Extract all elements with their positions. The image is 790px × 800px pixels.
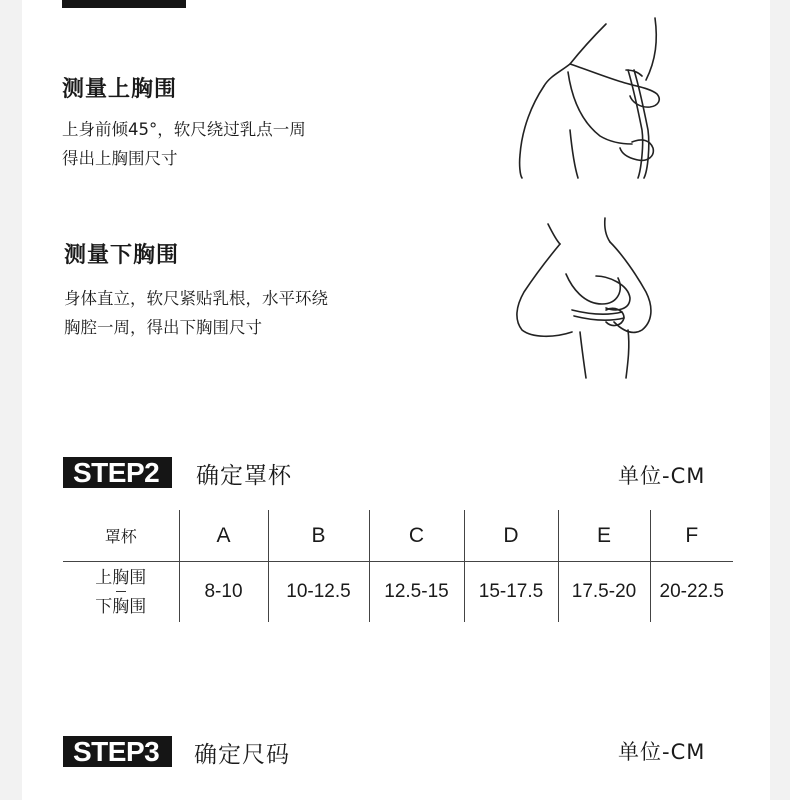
difference-row <box>63 562 733 623</box>
under-bust-desc <box>64 284 328 342</box>
upper-bust-desc-line2: 得出上胸围尺寸 <box>62 149 178 168</box>
under-bust-illustration <box>510 212 660 382</box>
cup-header-row <box>63 510 733 562</box>
cup-label: D <box>464 510 558 562</box>
difference-cell: 10-12.5 <box>268 562 369 623</box>
cup-corner-label: 罩杯 <box>104 527 137 546</box>
cup-label: E <box>558 510 650 562</box>
upper-bust-desc <box>62 115 306 173</box>
under-bust-title: 测量下胸围 <box>64 243 180 268</box>
step3-title: 确定尺码 <box>194 742 290 768</box>
upper-bust-desc-line1: 上身前倾45°，软尺绕过乳点一周 <box>62 120 306 139</box>
difference-cell: 15-17.5 <box>464 562 558 623</box>
difference-cell: 20-22.5 <box>650 562 733 623</box>
step2-title: 确定罩杯 <box>196 463 292 489</box>
minus-sign <box>116 591 126 598</box>
cup-label: B <box>268 510 369 562</box>
row-label-upper: 上胸围 <box>95 567 147 588</box>
cup-label: F <box>650 510 733 562</box>
step2-badge: STEP2 <box>63 457 172 488</box>
upper-bust-illustration <box>510 10 670 185</box>
step3-badge: STEP3 <box>63 736 172 767</box>
step3-unit: 单位-CM <box>618 740 706 764</box>
step1-badge <box>62 0 186 8</box>
under-bust-desc-line1: 身体直立，软尺紧贴乳根，水平环绕 <box>64 289 328 308</box>
cup-size-table <box>63 510 733 622</box>
cup-label: C <box>369 510 464 562</box>
difference-row-label <box>63 562 179 623</box>
upper-bust-title: 测量上胸围 <box>62 77 178 102</box>
under-bust-desc-line2: 胸腔一周，得出下胸围尺寸 <box>64 318 262 337</box>
difference-cell: 8-10 <box>179 562 268 623</box>
step2-unit: 单位-CM <box>618 464 706 488</box>
difference-cell: 17.5-20 <box>558 562 650 623</box>
cup-label: A <box>179 510 268 562</box>
row-label-lower: 下胸围 <box>95 596 147 617</box>
difference-cell: 12.5-15 <box>369 562 464 623</box>
